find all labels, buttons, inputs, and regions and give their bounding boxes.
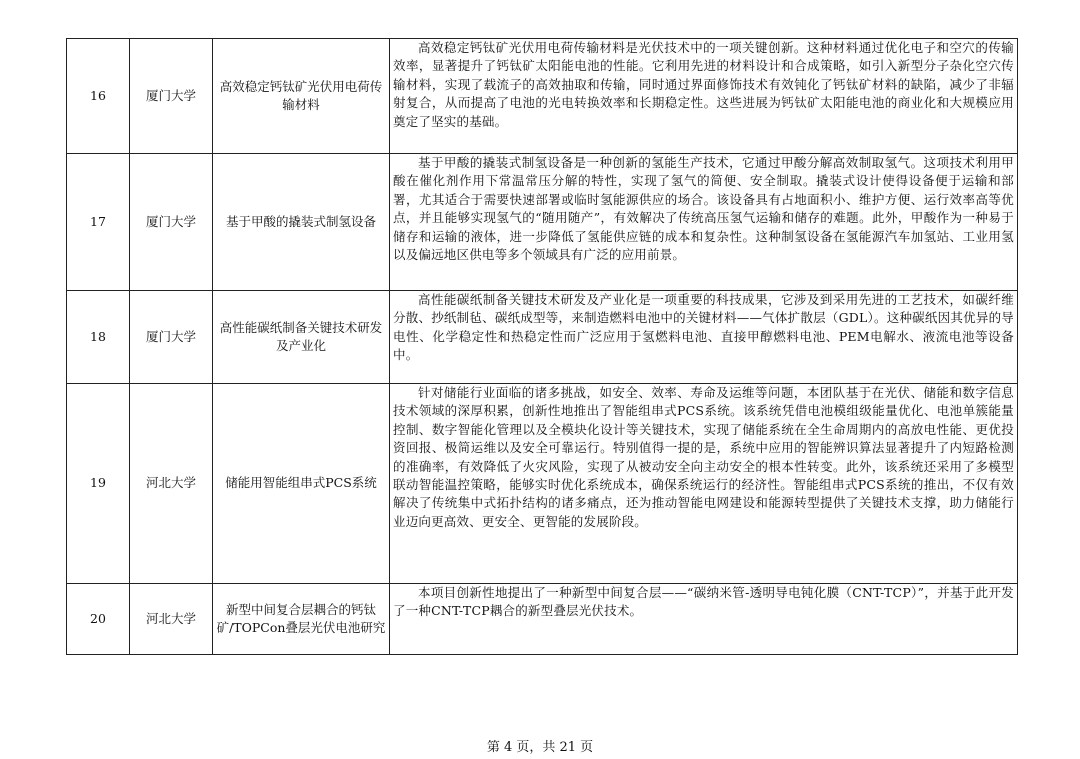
organization-cell: 厦门大学 [130, 39, 213, 154]
project-title-cell: 新型中间复合层耦合的钙钛矿/TOPCon叠层光伏电池研究 [213, 584, 390, 655]
description-cell [390, 39, 1018, 154]
description-cell [390, 584, 1018, 655]
description-text: 基于甲酸的撬装式制氢设备是一种创新的氢能生产技术，它通过甲酸分解高效制取氢气。这项技术利用甲酸在催化剂作用下常温常压分解的特性，实现了氢气的简便、安全制取。撬装式设计使得设备便于运输和部署，尤其适合于需要快速部署或临时氢能源供应的场合。该设备具有占地面积小、维护方便、运行效率高等优点，并且能够实现氢气的“随用随产”，有效解决了传统高压氢气运输和储存的难题。此外，甲酸作为一种易于储存和运输的液体，进一步降低了氢能供应链的成本和复杂性。这种制氢设备在氢能源汽车加氢站、工业用氢以及偏远地区供电等多个领域具有广泛的应用前景。 [393, 155, 1014, 263]
table-row [67, 39, 1018, 154]
description-cell [390, 154, 1018, 291]
project-title-cell: 高效稳定钙钛矿光伏用电荷传输材料 [213, 39, 390, 154]
description-text: 高效稳定钙钛矿光伏用电荷传输材料是光伏技术中的一项关键创新。这种材料通过优化电子和空穴的传输效率，显著提升了钙钛矿太阳能电池的性能。它利用先进的材料设计和合成策略，如引入新型分子杂化空穴传输材料，实现了载流子的高效抽取和传输，同时通过界面修饰技术有效钝化了钙钛矿材料的缺陷，减少了非辐射复合，从而提高了电池的光电转换效率和长期稳定性。这些进展为钙钛矿太阳能电池的商业化和大规模应用奠定了坚实的基础。 [393, 40, 1014, 129]
table-row [67, 384, 1018, 584]
row-number: 16 [67, 39, 130, 154]
description-text: 本项目创新性地提出了一种新型中间复合层——“碳纳米管-透明导电钝化膜（CNT-TCP）”，并基于此开发了一种CNT-TCP耦合的新型叠层光伏技术。 [393, 585, 1014, 619]
table-row [67, 584, 1018, 655]
description-text: 针对储能行业面临的诸多挑战，如安全、效率、寿命及运维等问题，本团队基于在光伏、储能和数字信息技术领域的深厚积累，创新性地推出了智能组串式PCS系统。该系统凭借电池模组级能量优化、电池单簇能量控制、数字智能化管理以及全模块化设计等关键技术，实现了储能系统在全生命周期内的高放电性能、更优投资回报、极简运维以及安全可靠运行。特别值得一提的是，系统中应用的智能辨识算法显著提升了内短路检测的准确率，有效降低了火灾风险，实现了从被动安全向主动安全的根本性转变。此外，该系统还采用了多模型联动智能温控策略，能够实时优化系统成本，确保系统运行的经济性。智能组串式PCS系统的推出，不仅有效解决了传统集中式拓扑结构的诸多痛点，还为推动智能电网建设和能源转型提供了关键技术支撑，助力储能行业迈向更高效、更安全、更智能的发展阶段。 [393, 385, 1014, 529]
row-number: 18 [67, 291, 130, 384]
organization-cell: 厦门大学 [130, 291, 213, 384]
achievements-table [66, 38, 1018, 655]
page-number-label: 第 4 页，共 21 页 [486, 740, 594, 755]
description-cell [390, 291, 1018, 384]
row-number: 19 [67, 384, 130, 584]
project-title-cell: 高性能碳纸制备关键技术研发及产业化 [213, 291, 390, 384]
project-title-cell: 基于甲酸的撬装式制氢设备 [213, 154, 390, 291]
row-number: 17 [67, 154, 130, 291]
organization-cell: 厦门大学 [130, 154, 213, 291]
project-title-cell: 储能用智能组串式PCS系统 [213, 384, 390, 584]
table-row [67, 154, 1018, 291]
description-cell [390, 384, 1018, 584]
table-row [67, 291, 1018, 384]
description-text: 高性能碳纸制备关键技术研发及产业化是一项重要的科技成果，它涉及到采用先进的工艺技术，如碳纤维分散、抄纸制毡、碳纸成型等，来制造燃料电池中的关键材料——气体扩散层（GDL）。这种碳纸因其优异的导电性、化学稳定性和热稳定性而广泛应用于氢燃料电池、直接甲醇燃料电池、PEM电解水、液流电池等设备中。 [393, 292, 1014, 363]
organization-cell: 河北大学 [130, 584, 213, 655]
organization-cell: 河北大学 [130, 384, 213, 584]
row-number: 20 [67, 584, 130, 655]
page-footer [0, 736, 1080, 755]
